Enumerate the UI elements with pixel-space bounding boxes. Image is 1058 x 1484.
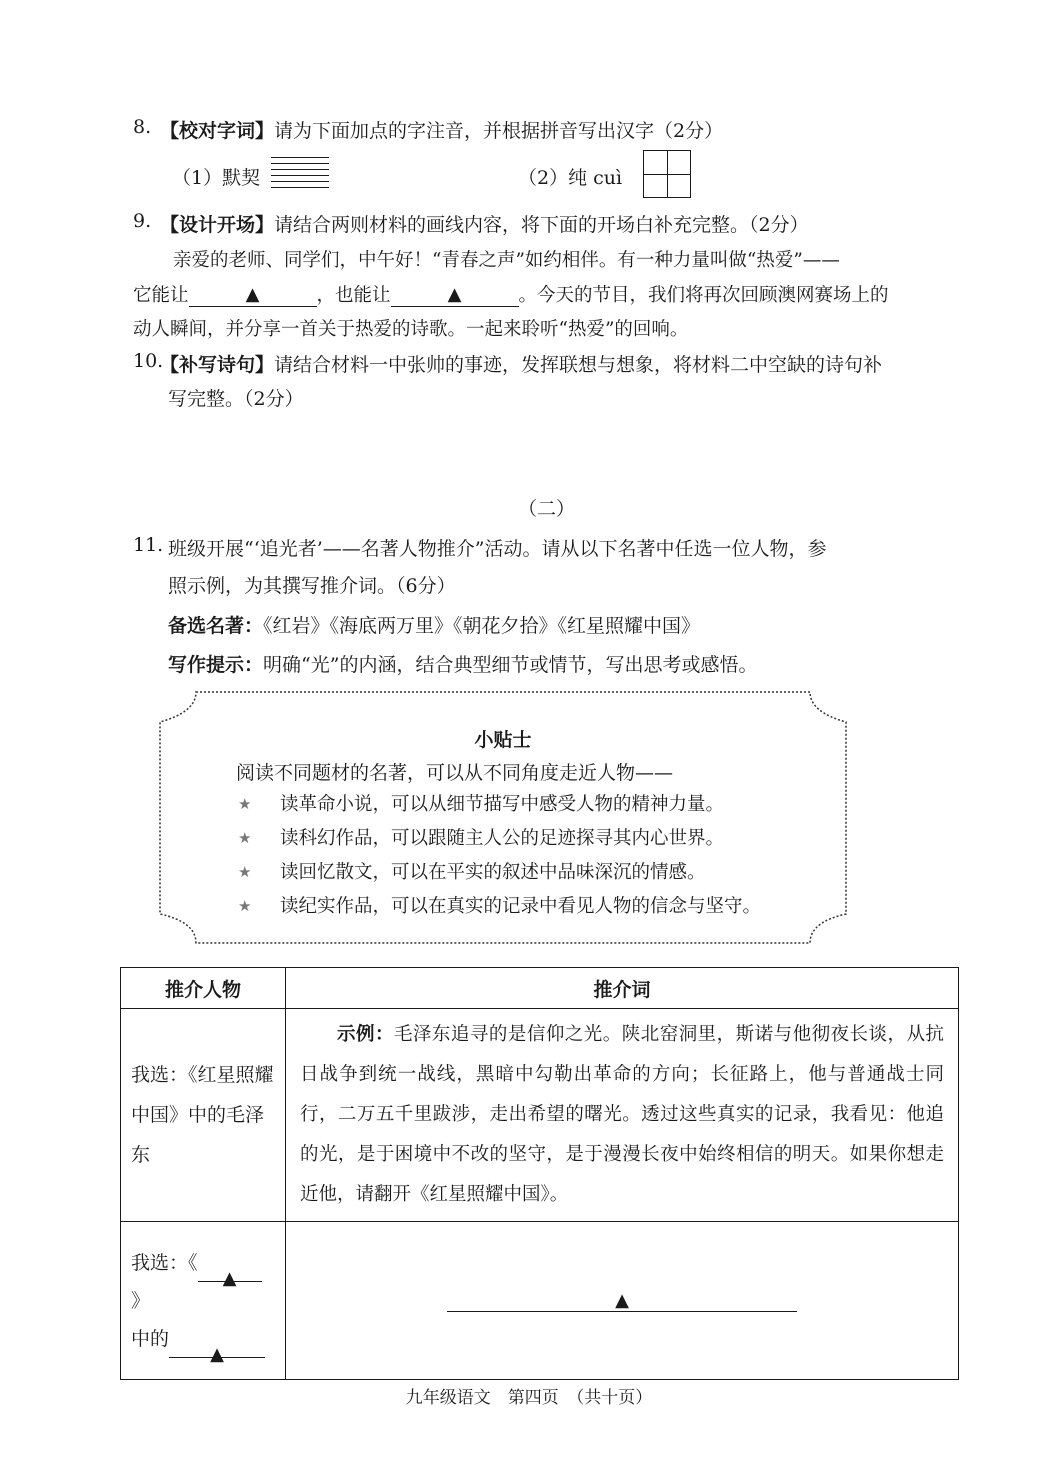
example-label: 示例： — [337, 1024, 394, 1045]
q11-prompt-1: 班级开展“‘追光者’——名著人物推介”活动。请从以下名著中任选一位人物，参 — [168, 538, 827, 560]
q9-tag: 【设计开场】 — [160, 214, 275, 236]
tips-item — [238, 894, 251, 916]
q10-tag: 【补写诗句】 — [160, 354, 275, 376]
q8-prompt: 请为下面加点的字注音，并根据拼音写出汉字（2分） — [274, 120, 724, 142]
answer-intro — [286, 1222, 959, 1380]
header-intro: 推介词 — [286, 968, 959, 1009]
table-header-row — [121, 968, 959, 1009]
q8-item2: （2）纯 cuì — [518, 167, 623, 189]
q8-pinyin-answer-lines[interactable] — [271, 157, 329, 193]
example-text: 毛泽东追寻的是信仰之光。陕北窑洞里，斯诺与他彻夜长谈，从抗日战争到统一战线，黑暗中勾勒出革命的方向；长征路上，他与普通战士同行，二万五千里跋涉，走出希望的曙光。透过这些真实的记录，我看见：他追的光，是于困境中不改的坚守，是于漫漫长夜中始终相信的明天。如果你想走近他，请翻开《红星照耀中国》。 — [300, 1024, 944, 1205]
tips-item — [238, 826, 251, 848]
q9-prompt: 请结合两则材料的画线内容，将下面的开场白补充完整。（2分） — [274, 214, 809, 236]
star-icon: ★ — [238, 897, 252, 915]
q11-books-label: 备选名著： — [168, 615, 264, 637]
tips-item-text: 读革命小说，可以从细节描写中感受人物的精神力量。 — [280, 794, 725, 815]
q11-books-list: 《红岩》《海底两万里》《朝花夕拾》《红星照耀中国》 — [263, 615, 701, 637]
q9-number: 9. — [133, 210, 152, 232]
tips-item — [238, 860, 251, 882]
page-footer: 九年级语文 第四页 （共十页） — [405, 1388, 653, 1408]
answer-person-blank[interactable] — [169, 1335, 265, 1365]
answer-intro-blank[interactable] — [447, 1289, 797, 1312]
q8-number: 8. — [133, 116, 152, 138]
star-icon: ★ — [238, 863, 252, 881]
q10-number: 10. — [133, 350, 164, 372]
tips-item-text: 读科幻作品，可以跟随主人公的足迹探寻其内心世界。 — [280, 828, 725, 849]
tips-box — [158, 690, 848, 945]
example-intro — [286, 1009, 959, 1222]
tips-item-text: 读纪实作品，可以在真实的记录中看见人物的信念与坚守。 — [280, 896, 762, 917]
example-person: 我选：《红星照耀中国》中的毛泽东 — [121, 1009, 286, 1222]
q10-line1 — [160, 350, 882, 377]
q8-character-grid[interactable] — [643, 150, 691, 198]
q11-prompt-2: 照示例，为其撰写推介词。（6分） — [168, 575, 456, 597]
blank-triangle-icon: ▲ — [210, 1343, 224, 1365]
q9-line2-mid: ，也能让 — [316, 285, 391, 306]
table-row-answer — [121, 1222, 959, 1380]
answer-of-label: 中的 — [131, 1327, 170, 1350]
q9-blank-1[interactable] — [189, 284, 317, 307]
q9-line2-start: 它能让 — [133, 285, 189, 306]
tips-item — [238, 792, 251, 814]
star-icon: ★ — [238, 829, 252, 847]
answer-person — [121, 1222, 286, 1380]
blank-triangle-icon: ▲ — [615, 1289, 629, 1311]
q8-tag: 【校对字词】 — [160, 120, 275, 142]
answer-close: 》 — [131, 1289, 151, 1312]
tips-title: 小贴士 — [474, 729, 532, 751]
answer-book-blank[interactable] — [198, 1259, 262, 1289]
q9-opening-line1: 亲爱的老师、同学们，中午好！“青春之声”如约相伴。有一种力量叫做“热爱”—— — [173, 250, 840, 271]
table-row-example — [121, 1009, 959, 1222]
blank-triangle-icon: ▲ — [447, 284, 462, 305]
q9-line — [160, 210, 809, 237]
answer-select-label: 我选：《 — [131, 1251, 198, 1274]
q9-blank-2[interactable] — [391, 284, 519, 307]
q8-line — [160, 116, 723, 143]
q9-line2-end: 。今天的节目，我们将再次回顾澳网赛场上的 — [518, 285, 889, 306]
q10-prompt-2: 写完整。（2分） — [168, 388, 304, 410]
q11-hint — [168, 650, 757, 677]
header-person: 推介人物 — [121, 968, 286, 1009]
q8-item1: （1）默契 — [172, 167, 261, 189]
q10-prompt-1: 请结合材料一中张帅的事迹，发挥联想与想象，将材料二中空缺的诗句补 — [274, 354, 883, 376]
recommendation-table — [120, 967, 959, 1380]
tips-item-text: 读回忆散文，可以在平实的叙述中品味深沉的情感。 — [280, 862, 706, 883]
q11-hint-label: 写作提示： — [168, 654, 264, 676]
q11-number: 11. — [133, 534, 164, 556]
q9-opening-line3: 动人瞬间，并分享一首关于热爱的诗歌。一起来聆听“热爱”的回响。 — [133, 319, 689, 340]
section-2-title: （二） — [518, 498, 576, 520]
q9-opening-line2 — [133, 281, 889, 307]
blank-triangle-icon: ▲ — [245, 284, 260, 305]
q11-hint-text: 明确“光”的内涵，结合典型细节或情节，写出思考或感悟。 — [263, 654, 758, 676]
q11-books — [168, 611, 700, 638]
blank-triangle-icon: ▲ — [222, 1267, 237, 1289]
star-icon: ★ — [238, 795, 252, 813]
tips-intro: 阅读不同题材的名著，可以从不同角度走近人物—— — [236, 762, 674, 784]
